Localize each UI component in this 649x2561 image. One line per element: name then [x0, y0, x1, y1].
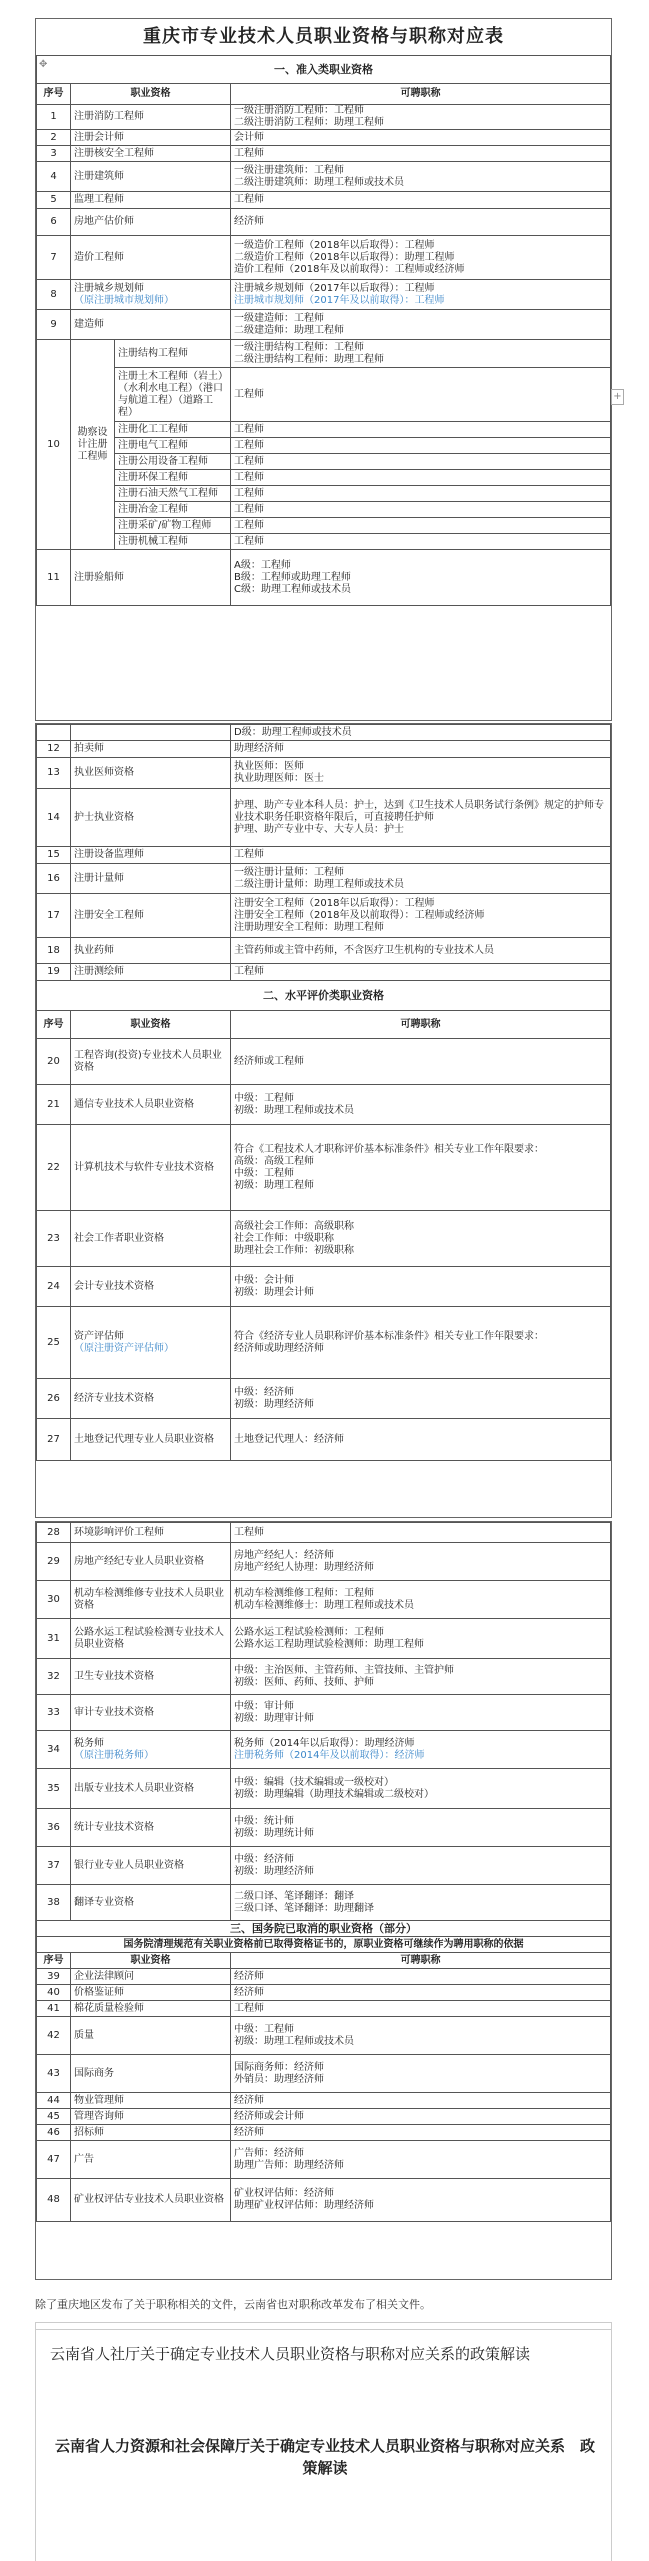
- table-row: 24 会计专业技术资格 中级：会计师 初级：助理会计师: [37, 1267, 611, 1307]
- table-row: 注册公用设备工程师 工程师: [37, 454, 611, 470]
- table-row: 2 注册会计师 会计师: [37, 130, 611, 146]
- table-row: 注册电气工程师 工程师: [37, 438, 611, 454]
- table-row: 32 卫生专业技术资格 中级：主治医师、主管药师、主管技师、主管护师 初级：医师、药师、技师、护师: [37, 1659, 611, 1695]
- table-row: 21 通信专业技术人员职业资格 中级：工程师 初级：助理工程师或技术员: [37, 1085, 611, 1125]
- table-row: 36 统计专业技术资格 中级：统计师 初级：助理统计师: [37, 1809, 611, 1847]
- qualification-table-part-1: [36, 55, 611, 606]
- table-row: 25 资产评估师 （原注册资产评估师） 符合《经济专业人员职称评价基本标准条件》相关专业工作年限要求： 经济师或助理经济师: [37, 1307, 611, 1379]
- table-row: 39 企业法律顾问 经济师: [37, 1969, 611, 1985]
- table-row: 48 矿业权评估专业技术人员职业资格 矿业权评估师：经济师 助理矿业权评估师：助理经济师: [37, 2179, 611, 2222]
- table-sheet-1: [35, 18, 622, 721]
- article-card: [35, 2322, 612, 2561]
- table-row: 40 价格鉴证师 经济师: [37, 1985, 611, 2001]
- divider: [36, 2329, 611, 2330]
- table-row: 16 注册计量师 一级注册计量师：工程师 二级注册计量师：助理工程师或技术员: [37, 864, 611, 894]
- table-row: 10 勘察设计注册工程师 注册结构工程师 一级注册结构工程师：工程师 二级注册结构工程师：助理工程师: [37, 340, 611, 368]
- header-title: 可聘职称: [231, 1953, 611, 1969]
- move-anchor-icon[interactable]: ✥: [39, 59, 48, 70]
- article-heading[interactable]: 云南省人社厅关于确定专业技术人员职业资格与职称对应关系的政策解读: [50, 2345, 531, 2363]
- header-title: 可聘职称: [231, 1011, 611, 1039]
- header-no: 序号: [37, 1953, 71, 1969]
- table-row: 9 建造师 一级建造师：工程师 二级建造师：助理工程师: [37, 310, 611, 340]
- header-qualification: 职业资格: [71, 84, 231, 105]
- table-row: 35 出版专业技术人员职业资格 中级：编辑（技术编辑或一级校对） 初级：助理编辑（助理技术编辑或二级校对）: [37, 1769, 611, 1809]
- table-row: 注册化工工程师 工程师: [37, 422, 611, 438]
- table-row: 37 银行业专业人员职业资格 中级：经济师 初级：助理经济师: [37, 1847, 611, 1885]
- table-row: D级：助理工程师或技术员: [37, 725, 611, 741]
- table-row: 29 房地产经纪专业人员职业资格 房地产经纪人：经济师 房地产经纪人协理：助理经济师: [37, 1543, 611, 1581]
- table-row: 30 机动车检测维修专业技术人员职业资格 机动车检测维修工程师：工程师 机动车检测维修士：助理工程师或技术员: [37, 1581, 611, 1619]
- header-qualification: 职业资格: [71, 1011, 231, 1039]
- plus-icon[interactable]: +: [611, 389, 624, 405]
- qualification-table-part-3: [36, 1522, 611, 2222]
- table-row: 20 工程咨询(投资)专业技术人员职业资格 经济师或工程师: [37, 1039, 611, 1085]
- table-row: 42 质量 中级：工程师 初级：助理工程师或技术员: [37, 2017, 611, 2055]
- table-row: 18 执业药师 主管药师或主管中药师，不含医疗卫生机构的专业技术人员: [37, 938, 611, 964]
- table-row: 23 社会工作者职业资格 高级社会工作师：高级职称 社会工作师：中级职称 助理社会工作师：初级职称: [37, 1211, 611, 1267]
- table-sheet-3: [35, 1521, 612, 2280]
- table-row: 19 注册测绘师 工程师: [37, 964, 611, 981]
- table-row: 33 审计专业技术资格 中级：审计师 初级：助理审计师: [37, 1695, 611, 1731]
- section-heading: 一、准入类职业资格: [37, 56, 611, 84]
- table-row: 注册土木工程师（岩土）（水利水电工程）（港口与航道工程）（道路工程） 工程师: [37, 368, 611, 422]
- table-row: 14 护士执业资格 护理、助产专业本科人员：护士，达到《卫生技术人员职务试行条例》规定的护师专业技术职务任职资格年限后，可直接聘任护师 护理、助产专业中专、大专人员：护士: [37, 789, 611, 847]
- header-no: 序号: [37, 1011, 71, 1039]
- header-no: 序号: [37, 84, 71, 105]
- table-row: 8 注册城乡规划师 （原注册城市规划师） 注册城乡规划师（2017年以后取得）：工程师 注册城市规划师（2017年及以前取得）：工程师: [37, 280, 611, 310]
- table-row: 7 造价工程师 一级造价工程师（2018年以后取得）：工程师 二级造价工程师（2018年以后取得）：助理工程师 造价工程师（2018年及以前取得）：工程师或经济师: [37, 236, 611, 280]
- table-row: 43 国际商务 国际商务师：经济师 外销员：助理经济师: [37, 2055, 611, 2093]
- table-row: 38 翻译专业资格 二级口译、笔译翻译：翻译 三级口译、笔译翻译：助理翻译: [37, 1885, 611, 1921]
- table-row: 17 注册安全工程师 注册安全工程师（2018年以后取得）：工程师 注册安全工程师（2018年及以前取得）：工程师或经济师 注册助理安全工程师：助理工程师: [37, 894, 611, 938]
- table-row: 注册石油天然气工程师 工程师: [37, 486, 611, 502]
- table-row: 15 注册设备监理师 工程师: [37, 847, 611, 864]
- table-row: 22 计算机技术与软件专业技术资格 符合《工程技术人才职称评价基本标准条件》相关专业工作年限要求： 高级：高级工程师 中级：工程师 初级：助理工程师: [37, 1125, 611, 1211]
- page-title: 重庆市专业技术人员职业资格与职称对应表: [143, 26, 504, 47]
- group-label: 勘察设计注册工程师: [71, 340, 115, 550]
- table-row: 34 税务师 （原注册税务师） 税务师（2014年以后取得）：助理经济师 注册税务师（2014年及以前取得）：经济师: [37, 1731, 611, 1769]
- section-heading: 三、国务院已取消的职业资格（部分）: [37, 1921, 611, 1937]
- table-row: 46 招标师 经济师: [37, 2125, 611, 2141]
- article-subheading: 云南省人力资源和社会保障厅关于确定专业技术人员职业资格与职称对应关系 政策解读: [54, 2437, 595, 2477]
- intro-paragraph: 除了重庆地区发布了关于职称相关的文件，云南省也对职称改革发布了相关文件。: [35, 2298, 431, 2311]
- table-row: 3 注册核安全工程师 工程师: [37, 146, 611, 162]
- table-row: 注册环保工程师 工程师: [37, 470, 611, 486]
- header-qualification: 职业资格: [71, 1953, 231, 1969]
- table-row: 44 物业管理师 经济师: [37, 2093, 611, 2109]
- table-row: 12 拍卖师 助理经济师: [37, 741, 611, 758]
- table-row: 6 房地产估价师 经济师: [37, 209, 611, 236]
- table-row: 1 注册消防工程师 一级注册消防工程师：工程师 二级注册消防工程师：助理工程师: [37, 105, 611, 130]
- section-notice: 国务院清理规范有关职业资格前已取得资格证书的，原职业资格可继续作为聘用职称的依据: [37, 1937, 611, 1953]
- table-row: 4 注册建筑师 一级注册建筑师：工程师 二级注册建筑师：助理工程师或技术员: [37, 162, 611, 192]
- table-row: 41 棉花质量检验师 工程师: [37, 2001, 611, 2017]
- table-row: 26 经济专业技术资格 中级：经济师 初级：助理经济师: [37, 1379, 611, 1419]
- header-title: 可聘职称: [231, 84, 611, 105]
- table-row: 注册机械工程师 工程师: [37, 534, 611, 550]
- table-row: 5 监理工程师 工程师: [37, 192, 611, 209]
- table-row: 11 注册验船师 A级：工程师 B级：工程师或助理工程师 C级：助理工程师或技术员: [37, 550, 611, 606]
- table-row: 28 环境影响评价工程师 工程师: [37, 1523, 611, 1543]
- qualification-table-part-2: [36, 724, 611, 1461]
- table-row: 31 公路水运工程试验检测专业技术人员职业资格 公路水运工程试验检测师：工程师 公路水运工程助理试验检测师：助理工程师: [37, 1619, 611, 1659]
- table-row: 27 土地登记代理专业人员职业资格 土地登记代理人：经济师: [37, 1419, 611, 1461]
- table-row: 47 广告 广告师：经济师 助理广告师：助理经济师: [37, 2141, 611, 2179]
- table-row: 13 执业医师资格 执业医师：医师 执业助理医师：医士: [37, 758, 611, 789]
- table-row: 注册冶金工程师 工程师: [37, 502, 611, 518]
- table-row: 45 管理咨询师 经济师或会计师: [37, 2109, 611, 2125]
- table-row: 注册采矿/矿物工程师 工程师: [37, 518, 611, 534]
- section-heading: 二、水平评价类职业资格: [37, 981, 611, 1011]
- table-sheet-2: [35, 723, 612, 1518]
